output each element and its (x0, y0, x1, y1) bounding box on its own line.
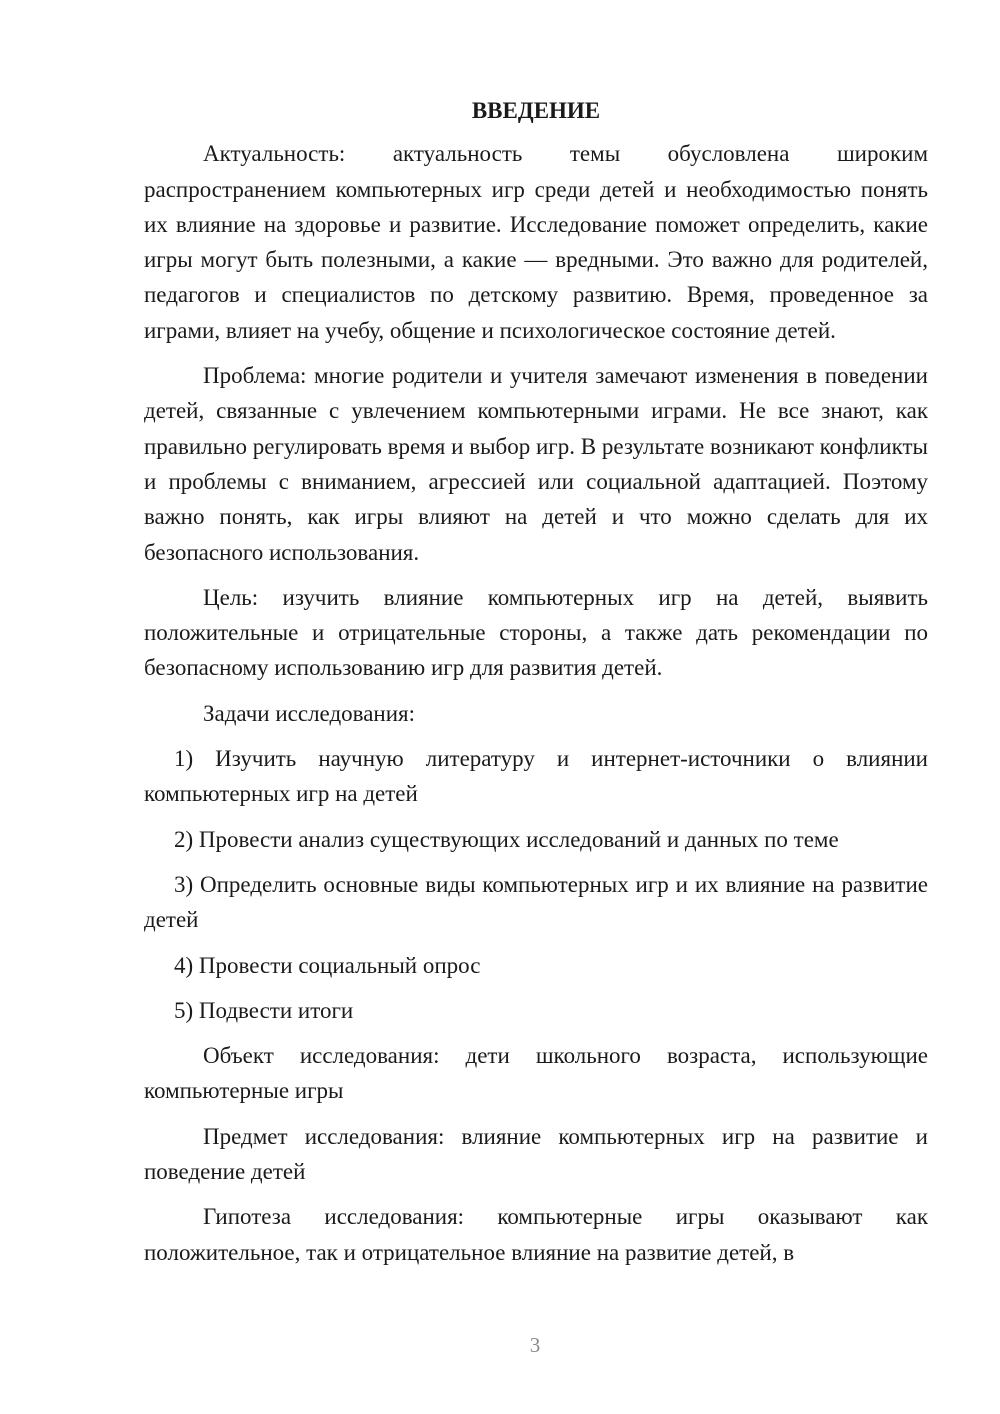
tasks-heading: Задачи исследования: (203, 700, 416, 726)
task-item-5: 5) Подвести итоги (174, 997, 354, 1023)
task-item-3: 3) Определить основные виды компьютерных игр и их влияние на развитие детей (144, 871, 928, 933)
page-content (144, 93, 928, 1280)
subject-paragraph: Предмет исследования: влияние компьютерных игр на развитие и поведение детей (144, 1123, 928, 1185)
task-item-2: 2) Провести анализ существующих исследований и данных по теме (174, 826, 839, 852)
goal-paragraph: Цель: изучить влияние компьютерных игр на детей, выявить положительные и отрицательные стороны, а также дать рекомендации по безопасному использованию игр для развития детей. (144, 584, 928, 681)
relevance-paragraph: Актуальность: актуальность темы обусловлена широким распространением компьютерных игр среди детей и необходимостью понять их влияние на здоровье и развитие. Исследование поможет определить, какие игры могут быть полезными, а какие — вредными. Это важно для родителей, педагогов и специалистов по детскому развитию. Время, проведенное за играми, влияет на учебу, общение и психологическое состояние детей. (144, 141, 928, 343)
section-title: ВВЕДЕНИЕ (471, 98, 601, 123)
task-item-4: 4) Провести социальный опрос (174, 952, 481, 978)
object-paragraph: Объект исследования: дети школьного возраста, использующие компьютерные игры (144, 1043, 928, 1104)
hypothesis-paragraph: Гипотеза исследования: компьютерные игры оказывают как положительное, так и отрицательное влияние на развитие детей, в (144, 1204, 928, 1265)
problem-paragraph: Проблема: многие родители и учителя замечают изменения в поведении детей, связанные с увлечением компьютерными играми. Не все знают, как правильно регулировать время и выбор игр. В результате возникают конфликты и проблемы с вниманием, агрессией или социальной адаптацией. Поэтому важно понять, как игры влияют на детей и что можно сделать для их безопасного использования. (144, 363, 928, 565)
page-number: 3 (529, 1333, 541, 1357)
task-item-1: 1) Изучить научную литературу и интернет-источники о влиянии компьютерных игр на детей (144, 746, 928, 807)
